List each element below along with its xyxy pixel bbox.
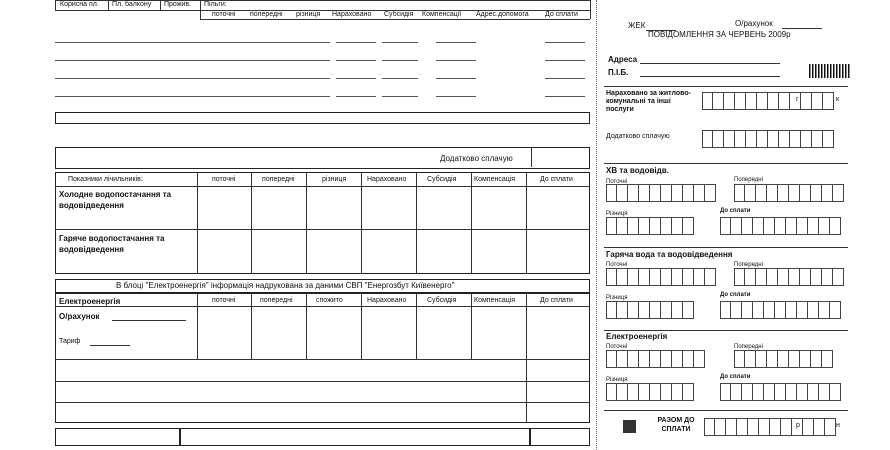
water-row-hot: Гаряче водопостачання та водовідведення [59,234,165,254]
notice-title: ПОВІДОМЛЕННЯ ЗА ЧЕРВЕНЬ 2009р [648,30,791,39]
sub-col-to-pay: До сплати [545,11,578,18]
elec-stub-title: Електроенергія [606,332,668,341]
water-col-current: поточні [212,176,236,183]
elec-account-label: О/рахунок [59,312,100,321]
address-label: Адреса [608,55,638,64]
hot-current-digits[interactable] [606,268,716,286]
hot-to-pay-label: До сплати [720,292,751,298]
col-benefits: Пільги: [204,1,227,8]
elec-col-subsidy: Субсидія [427,297,457,304]
hot-current-label: Поточні [606,262,628,268]
elec-current-digits[interactable] [606,350,705,368]
cold-previous-label: Попередні [734,177,763,183]
cold-water-title: ХВ та водовідв. [606,166,669,175]
water-table [55,172,590,274]
currency-k-2: н [836,422,840,429]
cold-difference-digits[interactable] [606,217,694,235]
bottom-box-left [55,428,180,446]
elec-current-label: Поточні [606,344,628,350]
water-col-difference: різниця [322,176,347,183]
extra-payment-label: Додатково сплачую [440,154,513,163]
hot-difference-digits[interactable] [606,301,694,319]
water-row-cold: Холодне водопостачання та водовідведення [59,190,172,210]
water-col-to-pay: До сплати [540,176,573,183]
name-field[interactable] [640,76,780,77]
elec-difference-digits[interactable] [606,383,694,401]
cold-current-digits[interactable] [606,184,716,202]
elec-col-previous: попередні [260,297,293,304]
elec-col-compensation: Компенсація [474,297,516,304]
address-field[interactable] [640,63,780,64]
qr-square-icon [623,420,636,433]
elec-col-to-pay: До сплати [540,297,573,304]
cold-previous-digits[interactable] [734,184,844,202]
header-bottom-line [200,19,590,20]
elec-tariff-label: Тариф [59,338,81,345]
elec-difference-label: Різниця [606,377,628,383]
hot-to-pay-digits[interactable] [720,301,841,319]
elec-tariff-field[interactable] [90,345,130,346]
cold-to-pay-label: До сплати [720,208,751,214]
tear-line [596,0,597,450]
stub-account-label: О/рахунок [735,19,773,28]
col-residents: Прожив. [164,1,191,8]
services-total-bar [55,112,590,124]
total-label: РАЗОМ ДО СПЛАТИ [657,417,695,433]
sub-col-subsidy: Субсидія [384,11,414,18]
elec-previous-digits[interactable] [734,350,833,368]
bottom-box-right [530,428,590,446]
col-area: Корисна пл. [60,1,99,8]
elec-col-title: Електроенергія [59,297,121,306]
total-digits[interactable] [704,418,836,436]
cold-difference-label: Різниця [606,211,628,217]
bottom-box-mid [180,428,530,446]
hot-previous-label: Попередні [734,262,763,268]
elec-col-consumed: спожито [316,297,343,304]
water-col-accrued: Нараховано [367,176,407,183]
elec-to-pay-digits[interactable] [720,383,841,401]
accrued-label: Нараховано за житлово-комунальні та інші послуги [606,90,691,113]
zhek-label: ЖЕК [628,21,646,30]
sub-col-difference: різниця [296,11,321,18]
hot-previous-digits[interactable] [734,268,844,286]
water-col-subsidy: Субсидія [427,176,457,183]
hot-water-title: Гаряча вода та водовідведення [606,250,733,259]
sub-col-previous: попередні [250,11,283,18]
currency-g-2: р [796,422,800,429]
water-col-meter: Показники лічильників: [68,176,143,183]
water-col-compensation: Компенсація [474,176,516,183]
barcode-icon [809,64,851,78]
col-balcony: Пл. балкону [112,1,152,8]
currency-k-1: к [836,96,840,103]
extra-digits[interactable] [702,130,834,148]
sub-col-compensation: Компенсації [422,11,462,18]
cold-to-pay-digits[interactable] [720,217,841,235]
elec-col-current: поточні [212,297,236,304]
sub-col-accrued: Нараховано [332,11,372,18]
accrued-digits[interactable] [702,92,834,110]
cold-current-label: Поточні [606,179,628,185]
water-col-previous: попередні [262,176,295,183]
electricity-note: В блоці "Електроенергія" інформація надрукована за даними СВП "Енергозбут Київенерго" [116,281,455,290]
sub-col-aid: Адрес.допомога [476,11,529,18]
elec-account-field[interactable] [112,320,186,321]
stub-extra-label: Додатково сплачую [606,133,670,140]
elec-previous-label: Попередні [734,344,763,350]
hot-difference-label: Різниця [606,295,628,301]
elec-col-accrued: Нараховано [367,297,407,304]
name-label: П.І.Б. [608,68,629,77]
currency-g-1: г [796,96,799,103]
elec-to-pay-label: До сплати [720,374,751,380]
electricity-table [55,293,590,423]
sub-col-current: поточні [212,11,236,18]
